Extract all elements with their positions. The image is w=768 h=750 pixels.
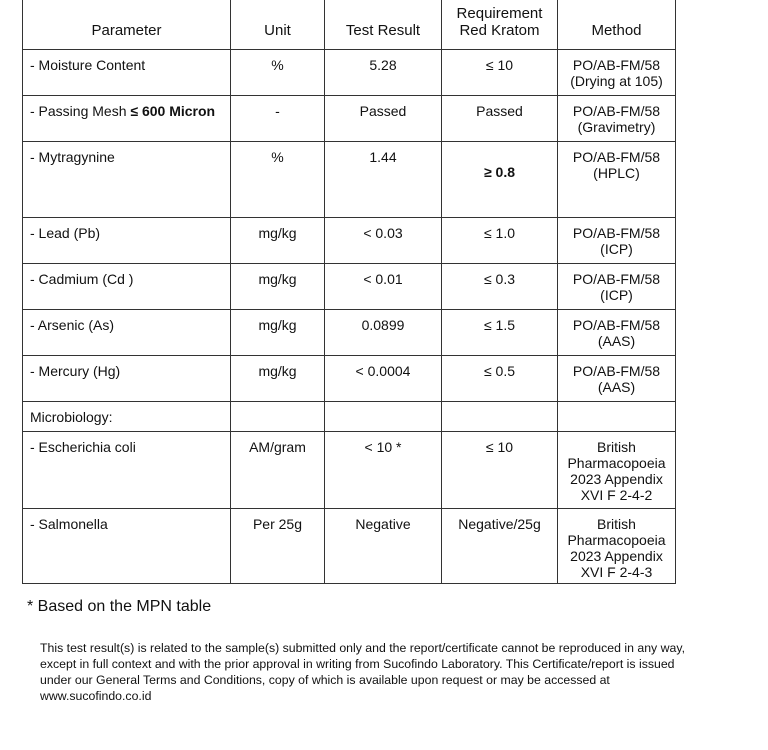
method-line: 2023 Appendix bbox=[570, 548, 663, 564]
result-cell: 5.28 bbox=[325, 50, 442, 96]
method-line: PO/AB-FM/58 bbox=[572, 363, 661, 379]
method-line: (AAS) bbox=[597, 333, 636, 349]
requirement-cell: Passed bbox=[442, 96, 558, 142]
method-line: (ICP) bbox=[600, 287, 633, 303]
requirement-cell: Negative/25g bbox=[442, 509, 558, 584]
method-line: PO/AB-FM/58 bbox=[572, 317, 661, 333]
requirement-bold: ≥ 0.8 bbox=[483, 164, 516, 180]
parameter-cell: - Salmonella bbox=[23, 509, 231, 584]
method-cell bbox=[558, 264, 676, 310]
table-row bbox=[23, 509, 676, 584]
method-line: British bbox=[597, 439, 636, 455]
table-row bbox=[23, 96, 676, 142]
test-results-table bbox=[22, 0, 676, 584]
footnote: * Based on the MPN table bbox=[27, 598, 212, 615]
header-test-result: Test Result bbox=[325, 0, 442, 50]
result-cell: < 0.0004 bbox=[325, 356, 442, 402]
table-row bbox=[23, 310, 676, 356]
parameter-cell bbox=[23, 96, 231, 142]
method-line: (Drying at 105) bbox=[570, 73, 663, 89]
requirement-cell: ≤ 10 bbox=[442, 50, 558, 96]
method-line: Pharmacopoeia bbox=[567, 455, 666, 471]
header-requirement-line1: Requirement bbox=[456, 5, 543, 22]
table-header-row bbox=[23, 0, 676, 50]
empty-cell bbox=[325, 402, 442, 432]
method-line: PO/AB-FM/58 bbox=[572, 103, 661, 119]
section-label: Microbiology: bbox=[23, 402, 231, 432]
method-cell bbox=[558, 96, 676, 142]
unit-cell: mg/kg bbox=[231, 356, 325, 402]
table-row bbox=[23, 218, 676, 264]
header-parameter: Parameter bbox=[23, 0, 231, 50]
method-cell bbox=[558, 432, 676, 509]
empty-cell bbox=[231, 402, 325, 432]
method-line: XVI F 2-4-2 bbox=[580, 487, 653, 503]
method-line: PO/AB-FM/58 bbox=[572, 225, 661, 241]
method-line: PO/AB-FM/58 bbox=[572, 149, 661, 165]
header-method: Method bbox=[558, 0, 676, 50]
method-cell bbox=[558, 356, 676, 402]
result-cell: 0.0899 bbox=[325, 310, 442, 356]
method-line: (Gravimetry) bbox=[577, 119, 656, 135]
result-cell: Passed bbox=[325, 96, 442, 142]
method-line: XVI F 2-4-3 bbox=[580, 564, 653, 580]
unit-cell: mg/kg bbox=[231, 264, 325, 310]
method-cell bbox=[558, 310, 676, 356]
result-cell: < 0.01 bbox=[325, 264, 442, 310]
requirement-cell: ≤ 1.0 bbox=[442, 218, 558, 264]
empty-cell bbox=[558, 402, 676, 432]
requirement-cell: ≤ 0.5 bbox=[442, 356, 558, 402]
parameter-cell: - Mytragynine bbox=[23, 142, 231, 218]
method-cell bbox=[558, 218, 676, 264]
method-line: (HPLC) bbox=[593, 165, 640, 181]
unit-cell: mg/kg bbox=[231, 218, 325, 264]
result-cell: < 0.03 bbox=[325, 218, 442, 264]
requirement-cell bbox=[442, 142, 558, 218]
parameter-cell: - Escherichia coli bbox=[23, 432, 231, 509]
method-cell bbox=[558, 142, 676, 218]
table-row bbox=[23, 50, 676, 96]
unit-cell: % bbox=[231, 142, 325, 218]
parameter-cell: - Moisture Content bbox=[23, 50, 231, 96]
parameter-prefix: - Passing Mesh bbox=[30, 103, 131, 119]
requirement-cell: ≤ 1.5 bbox=[442, 310, 558, 356]
header-requirement-line2: Red Kratom bbox=[459, 22, 540, 39]
unit-cell: Per 25g bbox=[231, 509, 325, 584]
table-row bbox=[23, 142, 676, 218]
requirement-cell: ≤ 0.3 bbox=[442, 264, 558, 310]
section-row bbox=[23, 402, 676, 432]
unit-cell: % bbox=[231, 50, 325, 96]
empty-cell bbox=[442, 402, 558, 432]
table-row bbox=[23, 264, 676, 310]
parameter-cell: - Arsenic (As) bbox=[23, 310, 231, 356]
method-line: PO/AB-FM/58 bbox=[572, 271, 661, 287]
parameter-cell: - Lead (Pb) bbox=[23, 218, 231, 264]
method-line: (AAS) bbox=[597, 379, 636, 395]
method-cell bbox=[558, 50, 676, 96]
unit-cell: mg/kg bbox=[231, 310, 325, 356]
parameter-cell: - Cadmium (Cd ) bbox=[23, 264, 231, 310]
unit-cell: AM/gram bbox=[231, 432, 325, 509]
table-row bbox=[23, 432, 676, 509]
disclaimer-text: This test result(s) is related to the sample(s) submitted only and the report/certificate cannot be reproduced in any way, except in full context and with the prior approval in writing from Sucofindo Laboratory. This Certificate/report is issued under our General Terms and Conditions, copy of which is available upon request or may be accessed at www.sucofindo.co.id bbox=[40, 641, 685, 703]
unit-cell: - bbox=[231, 96, 325, 142]
table-row bbox=[23, 356, 676, 402]
parameter-cell: - Mercury (Hg) bbox=[23, 356, 231, 402]
method-cell bbox=[558, 509, 676, 584]
header-unit: Unit bbox=[231, 0, 325, 50]
method-line: 2023 Appendix bbox=[570, 471, 663, 487]
parameter-bold: ≤ 600 Micron bbox=[130, 103, 216, 119]
method-line: Pharmacopoeia bbox=[567, 532, 666, 548]
result-cell: 1.44 bbox=[325, 142, 442, 218]
test-results-table-container bbox=[22, 0, 676, 584]
result-cell: Negative bbox=[325, 509, 442, 584]
requirement-cell: ≤ 10 bbox=[442, 432, 558, 509]
method-line: British bbox=[597, 516, 636, 532]
method-line: PO/AB-FM/58 bbox=[572, 57, 661, 73]
header-requirement bbox=[442, 0, 558, 50]
result-cell: < 10 * bbox=[325, 432, 442, 509]
method-line: (ICP) bbox=[600, 241, 633, 257]
